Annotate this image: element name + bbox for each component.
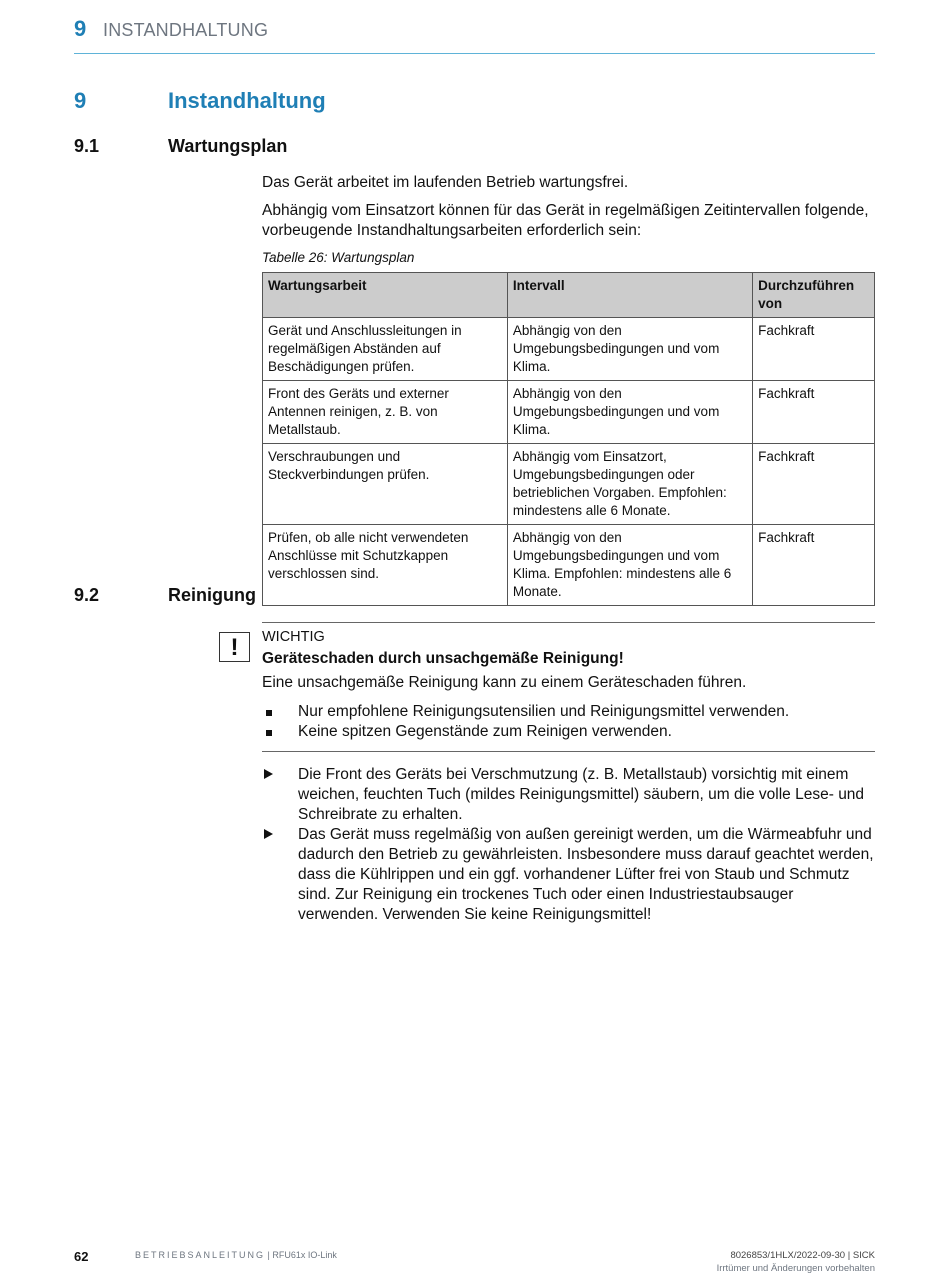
header-divider [74,53,875,54]
list-item [262,702,876,722]
table-cell: Fachkraft [753,381,875,444]
footer-separator: | [265,1250,273,1260]
footer-document-id: 8026853/1HLX/2022-09-30 | SICK [730,1250,875,1261]
list-item [262,825,876,925]
running-header-title: INSTANDHALTUNG [103,20,269,40]
table-cell: Abhängig von den Umgebungsbedingungen und vom Klima. Empfohlen: mindestens alle 6 Monate. [507,525,752,606]
table-cell: Fachkraft [753,318,875,381]
running-header-number: 9 [74,16,87,41]
notice-bottom-divider [262,751,875,752]
notice-top-divider [262,622,875,623]
section-number: 9.2 [74,585,100,605]
doc-type: BETRIEBSANLEITUNG [135,1250,266,1260]
list-item [262,722,876,742]
table-cell: Prüfen, ob alle nicht verwendeten Anschlüsse mit Schutzkappen verschlossen sind. [263,525,508,606]
table-cell: Fachkraft [753,525,875,606]
column-header: Durchzuführen von [753,273,875,318]
table-header-row [263,273,875,318]
exclamation-icon: ! [219,632,250,662]
table-caption: Tabelle 26: Wartungsplan [262,250,415,265]
table-cell: Gerät und Anschlussleitungen in regelmäßigen Abständen auf Beschädigungen prüfen. [263,318,508,381]
bullet-square-icon [266,710,272,716]
list-item-text: Die Front des Geräts bei Verschmutzung (z. B. Metallstaub) vorsichtig mit einem weichen, feuchten Tuch (mildes Reinigungsmittel) säubern, um die volle Lese- und Schreibrate zu erhalten. [298,766,865,823]
instruction-steps [262,765,876,925]
table-cell: Abhängig von den Umgebungsbedingungen und vom Klima. [507,318,752,381]
maintenance-table [262,272,875,606]
section-number: 9.1 [74,136,100,156]
table-cell: Verschraubungen und Steckverbindungen prüfen. [263,444,508,525]
bullet-square-icon [266,730,272,736]
notice-label: WICHTIG [262,629,325,645]
arrow-right-icon [264,769,273,779]
table-cell: Fachkraft [753,444,875,525]
column-header: Wartungsarbeit [263,273,508,318]
table-row [263,525,875,606]
table-row [263,318,875,381]
notice-bullet-list [262,702,876,742]
notice-text: Eine unsachgemäße Reinigung kann zu einem Geräteschaden führen. [262,674,747,691]
section-title: Reinigung [168,585,256,605]
list-item-text: Nur empfohlene Reinigungsutensilien und Reinigungsmittel verwenden. [298,703,790,720]
product-name: RFU61x IO-Link [272,1250,337,1260]
arrow-right-icon [264,829,273,839]
table-cell: Abhängig vom Einsatzort, Umgebungsbedingungen oder betrieblichen Vorgaben. Empfohlen: mindestens alle 6 Monate. [507,444,752,525]
chapter-title: Instandhaltung [168,88,326,113]
table-cell: Front des Geräts und externer Antennen reinigen, z. B. von Metallstaub. [263,381,508,444]
list-item-text: Das Gerät muss regelmäßig von außen gereinigt werden, um die Wärmeabfuhr und dadurch den Betrieb zu gewährleisten. Insbesondere muss darauf geachtet werden, dass die Kühlrippen und ein ggf. vorhandener Lüfter frei von Staub und Schmutz sind. Zur Reinigung ein trockenes Tuch oder einen Industriestaubsauger verwenden. Verwenden Sie keine Reinigungsmittel! [298,826,874,923]
list-item-text: Keine spitzen Gegenstände zum Reinigen verwenden. [298,723,672,740]
paragraph: Das Gerät arbeitet im laufenden Betrieb wartungsfrei. [262,174,629,191]
footer-disclaimer: Irrtümer und Änderungen vorbehalten [716,1263,875,1274]
table-row [263,444,875,525]
section-title: Wartungsplan [168,136,288,156]
notice-title: Geräteschaden durch unsachgemäße Reinigung! [262,650,624,667]
chapter-number: 9 [74,88,87,113]
list-item [262,765,876,825]
column-header: Intervall [507,273,752,318]
page-number: 62 [74,1249,89,1264]
footer-document-type [135,1250,337,1260]
table-row [263,381,875,444]
table-cell: Abhängig von den Umgebungsbedingungen und vom Klima. [507,381,752,444]
paragraph: Abhängig vom Einsatzort können für das Gerät in regelmäßigen Zeitintervallen folgende, vorbeugende Instandhaltungsarbeiten erforderlich sein: [262,202,869,239]
